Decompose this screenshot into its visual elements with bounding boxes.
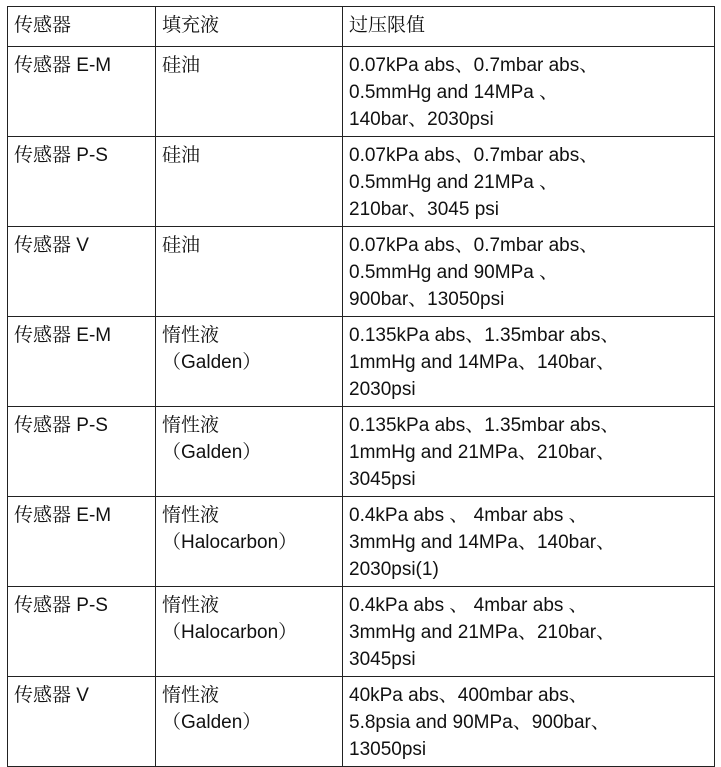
sensor-cell: 传感器 V (8, 677, 156, 767)
fill-fluid-cell: 硅油 (156, 47, 343, 137)
table-row (8, 317, 715, 407)
table-row (8, 137, 715, 227)
sensor-cell: 传感器 E-M (8, 497, 156, 587)
header-overpressure-limit: 过压限值 (343, 7, 715, 47)
table-header-row (8, 7, 715, 47)
sensor-cell: 传感器 V (8, 227, 156, 317)
overpressure-limit-table (7, 6, 715, 767)
limit-cell: 0.4kPa abs 、 4mbar abs 、 3mmHg and 21MPa、210bar、 3045psi (343, 587, 715, 677)
fill-fluid-cell: 惰性液 （Galden） (156, 677, 343, 767)
header-fill-fluid: 填充液 (156, 7, 343, 47)
limit-cell: 0.4kPa abs 、 4mbar abs 、 3mmHg and 14MPa、140bar、 2030psi(1) (343, 497, 715, 587)
table-row (8, 677, 715, 767)
limit-cell: 0.135kPa abs、1.35mbar abs、 1mmHg and 21MPa、210bar、 3045psi (343, 407, 715, 497)
fill-fluid-cell: 硅油 (156, 137, 343, 227)
fill-fluid-cell: 惰性液 （Halocarbon） (156, 497, 343, 587)
fill-fluid-cell: 硅油 (156, 227, 343, 317)
fill-fluid-cell: 惰性液 （Halocarbon） (156, 587, 343, 677)
fill-fluid-cell: 惰性液 （Galden） (156, 407, 343, 497)
limit-cell: 0.07kPa abs、0.7mbar abs、 0.5mmHg and 21MPa 、 210bar、3045 psi (343, 137, 715, 227)
limit-cell: 0.07kPa abs、0.7mbar abs、 0.5mmHg and 90MPa 、 900bar、13050psi (343, 227, 715, 317)
fill-fluid-cell: 惰性液 （Galden） (156, 317, 343, 407)
sensor-cell: 传感器 P-S (8, 587, 156, 677)
limit-cell: 0.07kPa abs、0.7mbar abs、 0.5mmHg and 14MPa 、 140bar、2030psi (343, 47, 715, 137)
sensor-cell: 传感器 E-M (8, 317, 156, 407)
sensor-cell: 传感器 P-S (8, 137, 156, 227)
table-row (8, 587, 715, 677)
sensor-cell: 传感器 P-S (8, 407, 156, 497)
header-sensor: 传感器 (8, 7, 156, 47)
limit-cell: 40kPa abs、400mbar abs、 5.8psia and 90MPa、900bar、 13050psi (343, 677, 715, 767)
table-row (8, 47, 715, 137)
table-row (8, 407, 715, 497)
table-row (8, 227, 715, 317)
sensor-cell: 传感器 E-M (8, 47, 156, 137)
limit-cell: 0.135kPa abs、1.35mbar abs、 1mmHg and 14MPa、140bar、 2030psi (343, 317, 715, 407)
table-row (8, 497, 715, 587)
